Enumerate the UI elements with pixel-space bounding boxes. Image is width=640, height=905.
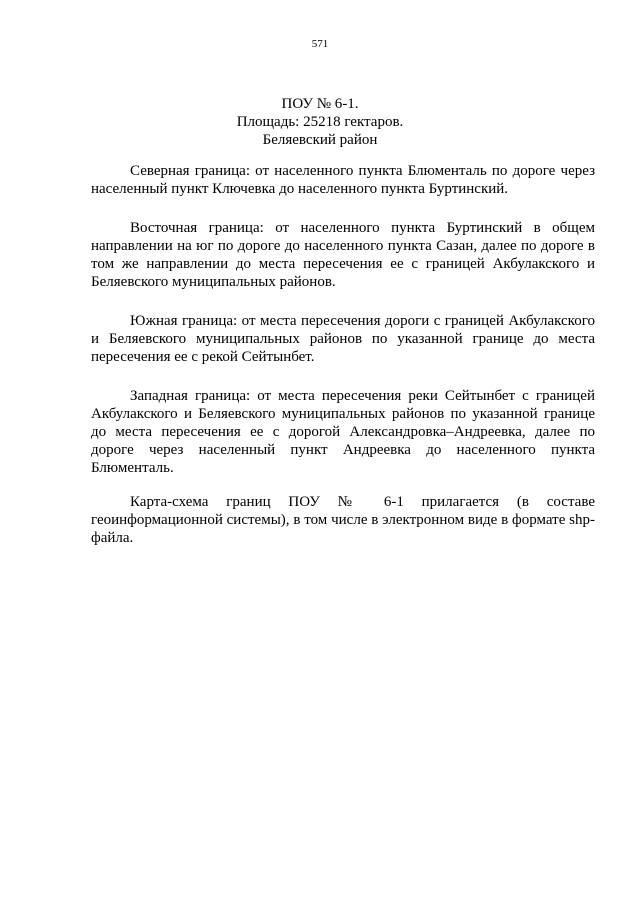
paragraph-east-border: Восточная граница: от населенного пункта Буртинский в общем направлении на юг по дороге до населенного пункта Сазан, далее по дороге в том же направлении до места пересечения ее с границей Акбулакского и Беляевского муниципальных районов. <box>91 220 595 290</box>
document-header <box>0 95 640 149</box>
header-district: Беляевский район <box>262 132 378 148</box>
paragraph-map-scheme: Карта-схема границ ПОУ № 6-1 прилагается (в составе геоинформационной системы), в том числе в электронном виде в формате shp-файла. <box>91 494 595 546</box>
header-area: Площадь: 25218 гектаров. <box>236 114 404 130</box>
document-body <box>91 162 595 568</box>
paragraph-north-border: Северная граница: от населенного пункта Блюменталь по дороге через населенный пункт Ключевка до населенного пункта Буртинский. <box>91 163 595 197</box>
page-number: 571 <box>311 38 329 50</box>
header-title: ПОУ № 6-1. <box>281 96 359 112</box>
paragraph-west-border: Западная граница: от места пересечения реки Сейтынбет с границей Акбулакского и Беляевского муниципальных районов по указанной границе до места пересечения ее с дорогой Александровка–Андреевка, далее по дороге через населенный пункт Андреевка до населенного пункта Блюменталь. <box>91 388 595 476</box>
paragraph-south-border: Южная граница: от места пересечения дороги с границей Акбулакского и Беляевского муниципальных районов по указанной границе до места пересечения ее с рекой Сейтынбет. <box>91 313 595 365</box>
